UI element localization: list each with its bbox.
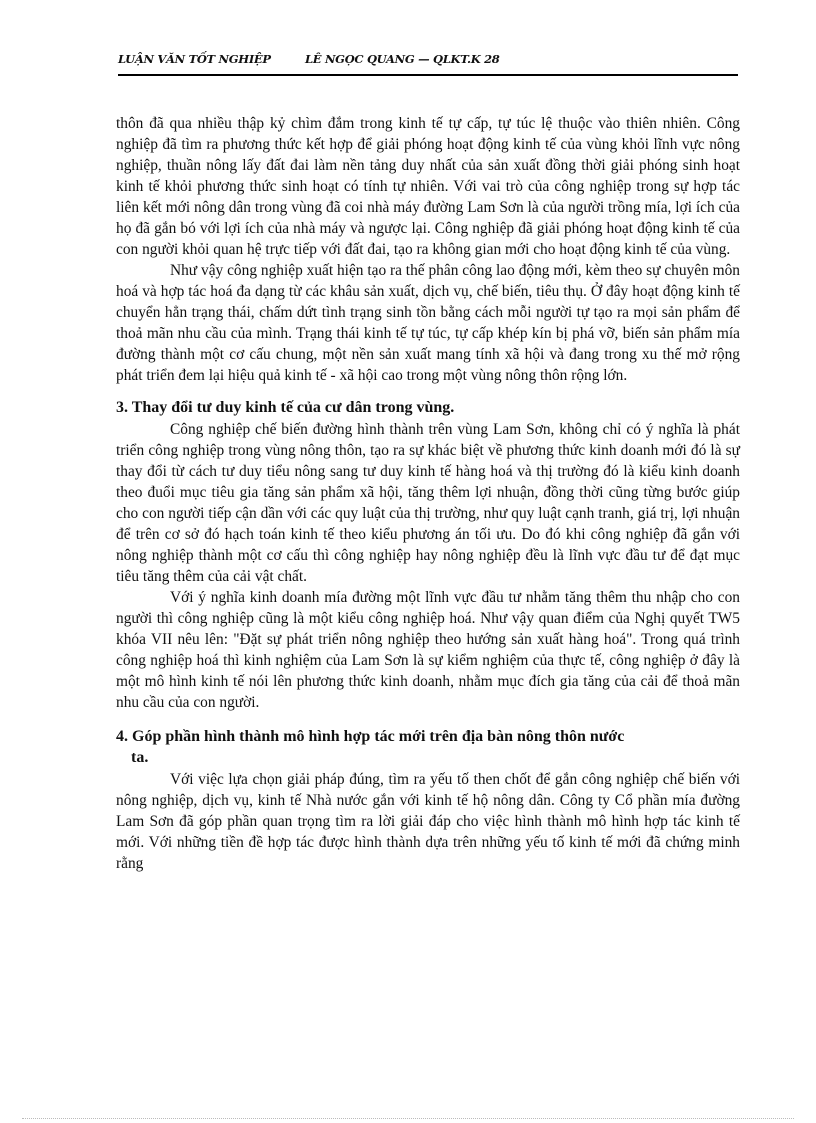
header-divider (118, 74, 738, 76)
section-heading-4-line-2: ta. (131, 749, 149, 766)
running-header (118, 52, 738, 70)
header-author: LÊ NGỌC QUANG — QLKT.K 28 (305, 52, 500, 66)
paragraph-4: Với ý nghĩa kinh doanh mía đường một lĩnh vực đầu tư nhằm tăng thêm thu nhập cho con người thì công nghiệp cũng là một kiểu công nghiệp hoá. Như vậy quan điểm của Nghị quyết TW5 khóa VII nêu lên: "Đặt sự phát triển nông nghiệp theo hướng sản xuất hàng hoá". Trong quá trình công nghiệp hoá thì kinh nghiệm của Lam Sơn là sự kiểm nghiệm của thực tế, công nghiệp ở đây là một mô hình kinh tế nói lên phương thức kinh doanh, nhằm mục đích gia tăng của cải để thoả mãn nhu cầu của con người. (116, 589, 740, 711)
section-heading-4-line-1: 4. Góp phần hình thành mô hình hợp tác mới trên địa bàn nông thôn nước (116, 728, 625, 745)
paragraph-3: Công nghiệp chế biến đường hình thành trên vùng Lam Sơn, không chỉ có ý nghĩa là phát triển công nghiệp trong vùng nông thôn, tạo ra sự khác biệt về phương thức kinh doanh mới đó là sự thay đổi từ cách tư duy tiểu nông sang tư duy kinh tế hàng hoá và thị trường đó là kiểu kinh doanh theo đuổi mục tiêu gia tăng sản phẩm xã hội, tăng thêm lợi nhuận, đồng thời cũng từng bước giúp cho con người tiếp cận dần với các quy luật của thị trường, như quy luật cạnh tranh, giá trị, lợi nhuận để trên cơ sở đó hạch toán kinh tế theo kiểu phương án tối ưu. Do đó khi công nghiệp đã gắn với nông nghiệp thành một cơ cấu thì công nghiệp hay nông nghiệp đều là lĩnh vực đầu tư để đạt mục tiêu tăng thêm của cải vật chất. (116, 421, 740, 585)
paragraph-1: thôn đã qua nhiều thập kỷ chìm đắm trong kinh tế tự cấp, tự túc lệ thuộc vào thiên nhiên. Công nghiệp đã tìm ra phương thức kết hợp để giải phóng hoạt động kinh tế của vùng khỏi lĩnh vực nông nghiệp, thuần nông lấy đất đai làm nền tảng duy nhất của sản xuất đồng thời giải phóng sinh hoạt kinh tế khỏi phương thức sinh hoạt có tính tự nhiên. Với vai trò của công nghiệp trong sự hợp tác liên kết mới nông dân trong vùng đã coi nhà máy đường Lam Sơn là của người trồng mía, lợi ích của họ đã gắn bó với lợi ích của nhà máy và ngược lại. Công nghiệp đã giải phóng hoạt động kinh tế của con người khỏi quan hệ trực tiếp với đất đai, tạo ra không gian mới cho hoạt động kinh tế của vùng. (116, 115, 740, 258)
section-heading-4 (116, 726, 740, 768)
header-thesis-label: LUẬN VĂN TỐT NGHIỆP (118, 52, 271, 66)
section-heading-3: 3. Thay đổi tư duy kinh tế của cư dân trong vùng. (116, 399, 455, 416)
footer-divider (22, 1118, 794, 1119)
paragraph-2: Như vậy công nghiệp xuất hiện tạo ra thế phân công lao động mới, kèm theo sự chuyên môn hoá và hợp tác hoá đa dạng từ các khâu sản xuất, dịch vụ, chế biến, tiêu thụ. Ở đây hoạt động kinh tế chuyển hẳn trạng thái, chấm dứt tình trạng sinh tồn bằng cách mỗi người tự tạo ra mọi sản phẩm để thoả mãn nhu cầu của mình. Trạng thái kinh tế tự túc, tự cấp khép kín bị phá vỡ, biến sản phẩm mía đường thành một cơ cấu chung, một nền sản xuất mang tính xã hội và đang trong xu thế mở rộng phát triển đem lại hiệu quả kinh tế - xã hội cao trong một vùng nông thôn rộng lớn. (116, 262, 740, 384)
paragraph-5: Với việc lựa chọn giải pháp đúng, tìm ra yếu tố then chốt để gắn công nghiệp chế biến với nông nghiệp, dịch vụ, kinh tế Nhà nước gắn với kinh tế hộ nông dân. Công ty Cổ phần mía đường Lam Sơn đã góp phần quan trọng tìm ra lời giải đáp cho việc hình thành mô hình hợp tác kinh tế mới. Với những tiền đề hợp tác được hình thành dựa trên những yếu tố kinh tế mới đã chứng minh rằng (116, 771, 740, 872)
page-body (116, 113, 740, 874)
